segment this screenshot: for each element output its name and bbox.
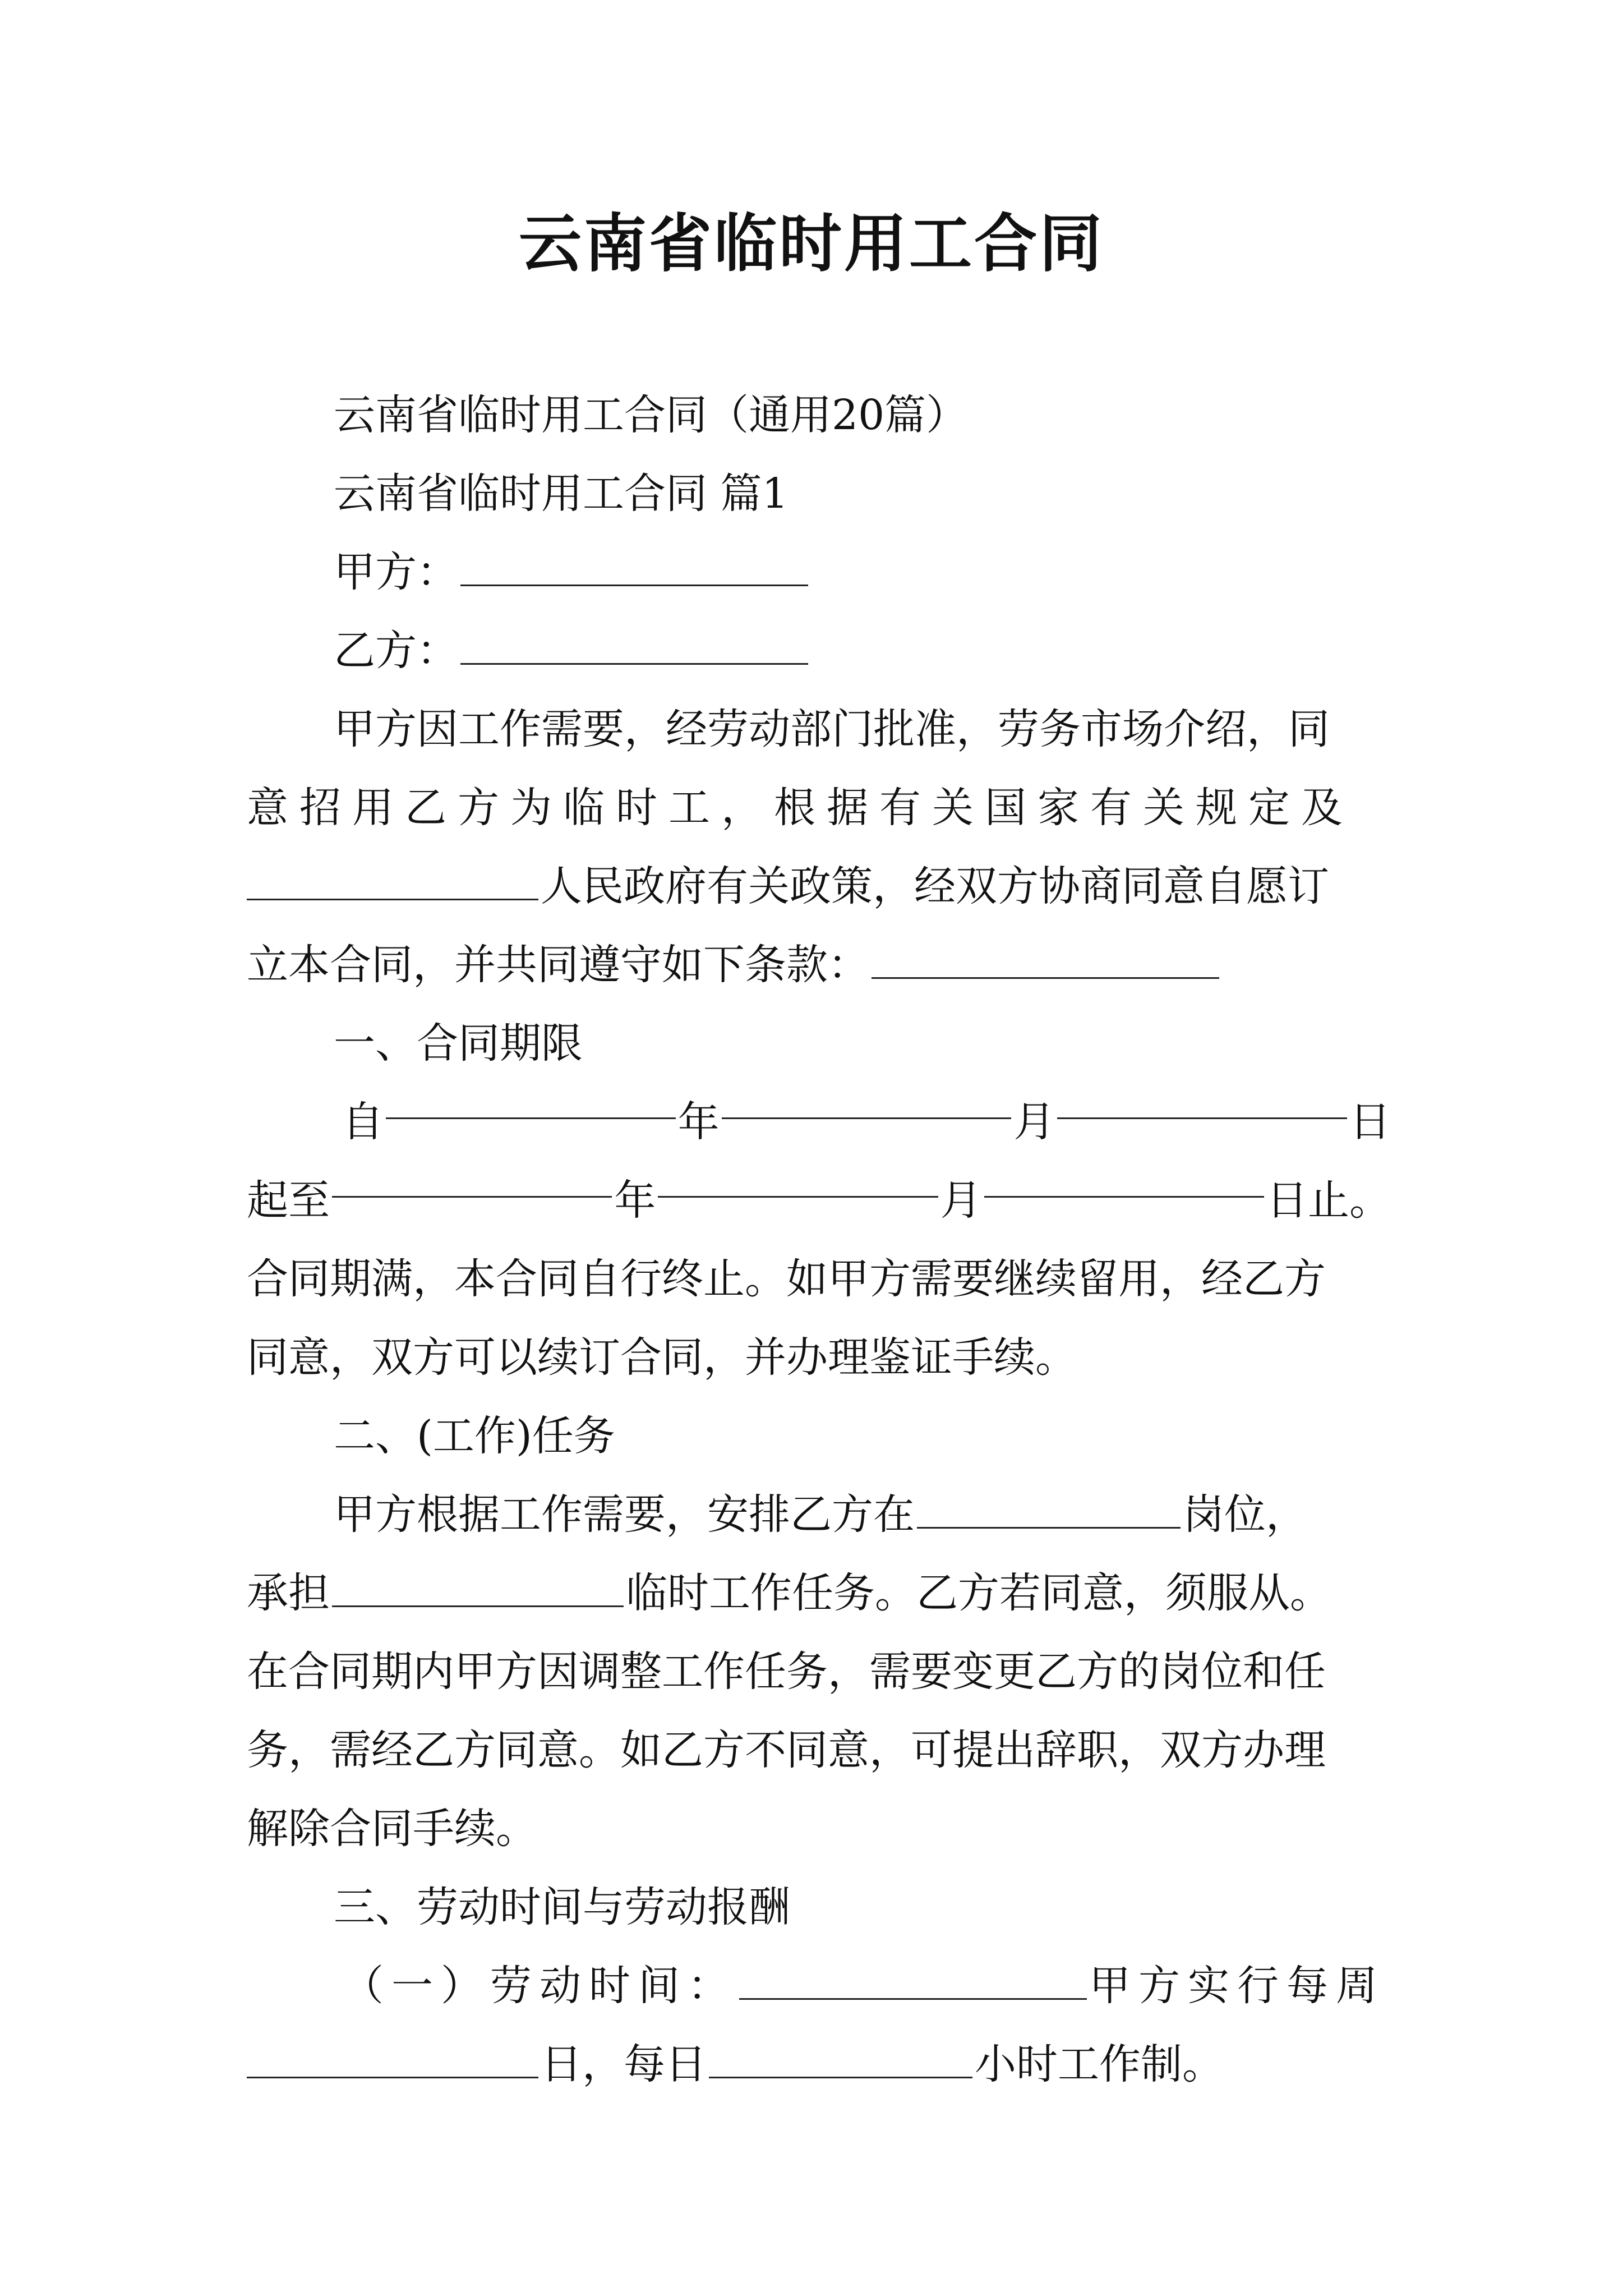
party-a-label: 甲方： <box>334 548 458 596</box>
section1-line-4: 同意，双方可以续订合同，并办理鉴证手续。 <box>247 1333 1077 1382</box>
hours-blank[interactable] <box>709 2042 972 2078</box>
intro-line-4: 立本合同，并共同遵守如下条款： <box>247 926 1391 1004</box>
intro-line-2: 意招用乙方为临时工，根据有关国家有关规定及 <box>247 784 1354 832</box>
start-month-blank[interactable] <box>722 1083 1012 1119</box>
terms-blank[interactable] <box>872 942 1219 979</box>
party-a-blank[interactable] <box>460 550 808 586</box>
work-time-blank[interactable] <box>739 1963 1087 2000</box>
section1-heading: 一、合同期限 <box>334 1019 583 1068</box>
intro-line-3: 人民政府有关政策，经双方协商同意自愿订 <box>247 847 1391 926</box>
section1-line-3: 合同期满，本合同自行终止。如甲方需要继续留用，经乙方 <box>247 1255 1326 1303</box>
days-blank[interactable] <box>247 2042 538 2078</box>
section2-line-5: 解除合同手续。 <box>247 1805 537 1853</box>
post-blank[interactable] <box>917 1492 1181 1529</box>
government-blank[interactable] <box>247 864 538 900</box>
party-b-label: 乙方： <box>334 627 458 675</box>
section3-line-1: （一）劳动时间： 甲方实行每周 <box>342 1962 1385 2010</box>
end-month-blank[interactable] <box>658 1161 938 1198</box>
section2-line-1: 甲方根据工作需要，安排乙方在 岗位， <box>334 1490 1307 1539</box>
term-start-line: 自 年 月 日 <box>247 1083 1391 1161</box>
section2-line-3: 在合同期内甲方因调整工作任务，需要变更乙方的岗位和任 <box>247 1648 1326 1696</box>
section3-line-2: 日，每日 小时工作制。 <box>247 2025 1391 2104</box>
section2-line-2: 承担 临时工作任务。乙方若同意，须服从。 <box>247 1569 1331 1617</box>
start-day-blank[interactable] <box>1057 1083 1347 1119</box>
document-title: 云南省临时用工合同 <box>519 207 1104 280</box>
section-heading: 云南省临时用工合同 篇1 <box>334 470 789 518</box>
intro-line-1: 甲方因工作需要，经劳动部门批准，劳务市场介绍，同 <box>334 705 1330 753</box>
end-day-blank[interactable] <box>984 1161 1264 1198</box>
party-b-line <box>247 611 1391 690</box>
party-b-blank[interactable] <box>460 628 808 665</box>
end-year-blank[interactable] <box>332 1161 612 1198</box>
document-subtitle: 云南省临时用工合同（通用20篇） <box>334 391 968 439</box>
party-a-line <box>247 533 1391 611</box>
section2-line-4: 务，需经乙方同意。如乙方不同意，可提出辞职，双方办理 <box>247 1726 1326 1774</box>
term-end-line: 起至 年 月 日止。 <box>247 1161 1391 1240</box>
section3-heading: 三、劳动时间与劳动报酬 <box>334 1883 790 1931</box>
section2-heading: 二、(工作)任务 <box>334 1412 615 1460</box>
start-year-blank[interactable] <box>386 1083 676 1119</box>
task-blank[interactable] <box>332 1571 624 1607</box>
